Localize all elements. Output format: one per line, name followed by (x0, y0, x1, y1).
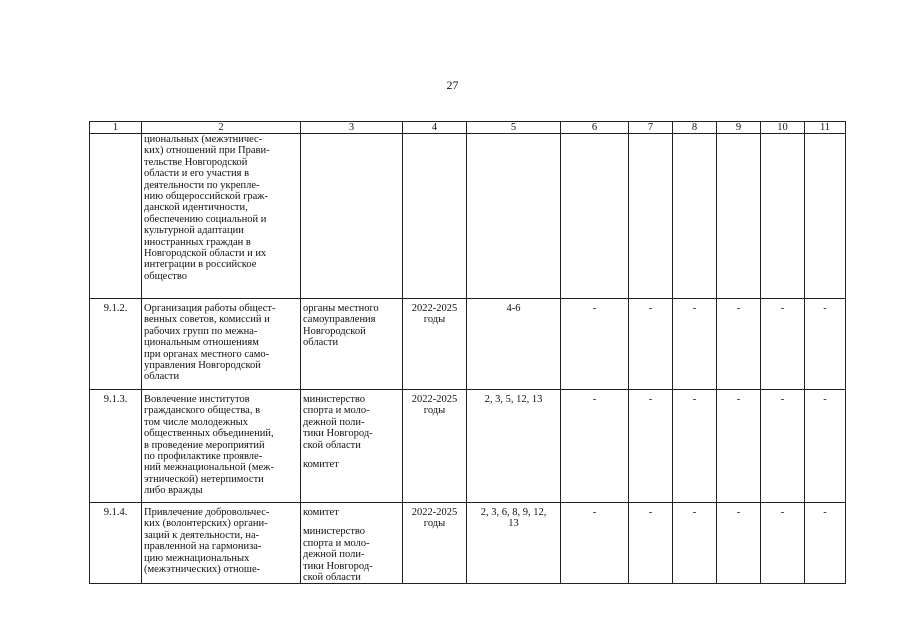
row-number (90, 134, 142, 299)
table-row (90, 299, 846, 390)
executor-cell (301, 134, 403, 299)
value-cell-9 (717, 134, 761, 299)
indicators-value: 2, 3, 5, 12, 13 (484, 394, 543, 405)
measure-text (142, 390, 301, 503)
value-cell-10: - (761, 299, 805, 390)
header-cell: 10 (761, 122, 805, 134)
executor-value: министерство спорта и моло- дежной поли- тики Новгород- ской области (303, 526, 373, 584)
row-number: 9.1.4. (90, 503, 142, 584)
period-cell (403, 390, 467, 503)
value-cell-10: - (761, 390, 805, 503)
indicators-cell (467, 390, 561, 503)
table-row (90, 390, 846, 503)
executor-value: министерство спорта и моло- дежной поли- тики Новгород- ской области (303, 394, 373, 451)
indicators-cell (467, 299, 561, 390)
executor-cell (301, 390, 403, 503)
plan-table (89, 121, 846, 584)
value-cell-7: - (629, 503, 673, 584)
value-cell-8 (673, 134, 717, 299)
row-number: 9.1.3. (90, 390, 142, 503)
value-cell-10: - (761, 503, 805, 584)
value-cell-11: - (805, 503, 846, 584)
value-cell-8: - (673, 299, 717, 390)
value-cell-10 (761, 134, 805, 299)
period-value: 2022-2025 годы (411, 507, 458, 530)
executor-value: комитет (303, 459, 339, 471)
header-cell: 6 (561, 122, 629, 134)
measure-text (142, 299, 301, 390)
measure-text-value: Вовлечение институтов гражданского общества, в том числе молодежных общественных объединений, в проведение мероприятий по профилактике проявле- ний межнациональной (меж- этнической) нетерпимости либо вражды (144, 394, 274, 497)
executor-value: органы местного самоуправления Новгородской области (303, 303, 379, 349)
table-row (90, 503, 846, 584)
header-cell: 11 (805, 122, 846, 134)
value-cell-6: - (561, 299, 629, 390)
value-cell-6 (561, 134, 629, 299)
value-cell-9: - (717, 390, 761, 503)
value-cell-11 (805, 134, 846, 299)
measure-text-value: циональных (межэтничес- ких) отношений при Прави- тельстве Новгородской области и его участия в деятельности по укрепле- нию общероссийской граж- данской идентичности, обеспечению социальной и культурной адаптации иностранных граждан в Новгородской области и их интеграции в российское общество (144, 134, 270, 282)
value-cell-8: - (673, 390, 717, 503)
page-number: 27 (446, 78, 459, 92)
period-value: 2022-2025 годы (411, 394, 458, 417)
value-cell-9: - (717, 503, 761, 584)
measure-text (142, 503, 301, 584)
value-cell-7: - (629, 390, 673, 503)
value-cell-9: - (717, 299, 761, 390)
header-cell: 4 (403, 122, 467, 134)
header-cell: 8 (673, 122, 717, 134)
measure-text-value: Привлечение добровольчес- ких (волонтерских) органи- заций к деятельности, на- правленной на гармониза- цию межнациональных (межэтнических) отноше- (144, 507, 270, 576)
executor-cell (301, 299, 403, 390)
value-cell-11: - (805, 390, 846, 503)
header-row (90, 122, 846, 134)
executor-value: комитет (303, 507, 339, 518)
header-cell: 2 (142, 122, 301, 134)
row-number: 9.1.2. (90, 299, 142, 390)
header-cell: 9 (717, 122, 761, 134)
value-cell-7: - (629, 299, 673, 390)
executor-cell (301, 503, 403, 584)
header-cell: 1 (90, 122, 142, 134)
period-cell (403, 134, 467, 299)
value-cell-6: - (561, 503, 629, 584)
header-cell: 3 (301, 122, 403, 134)
header-cell: 5 (467, 122, 561, 134)
value-cell-11: - (805, 299, 846, 390)
value-cell-8: - (673, 503, 717, 584)
indicators-value: 4-6 (506, 303, 521, 314)
table-row (90, 134, 846, 299)
measure-text (142, 134, 301, 299)
period-cell (403, 299, 467, 390)
period-value: 2022-2025 годы (411, 303, 458, 326)
period-cell (403, 503, 467, 584)
header-cell: 7 (629, 122, 673, 134)
indicators-cell (467, 503, 561, 584)
measure-text-value: Организация работы общест- венных советов, комиссий и рабочих групп по межна- циональным отношениям при органах местного само- управления Новгородской области (144, 303, 276, 383)
indicators-cell (467, 134, 561, 299)
indicators-value: 2, 3, 6, 8, 9, 12, 13 (480, 507, 547, 530)
value-cell-6: - (561, 390, 629, 503)
value-cell-7 (629, 134, 673, 299)
